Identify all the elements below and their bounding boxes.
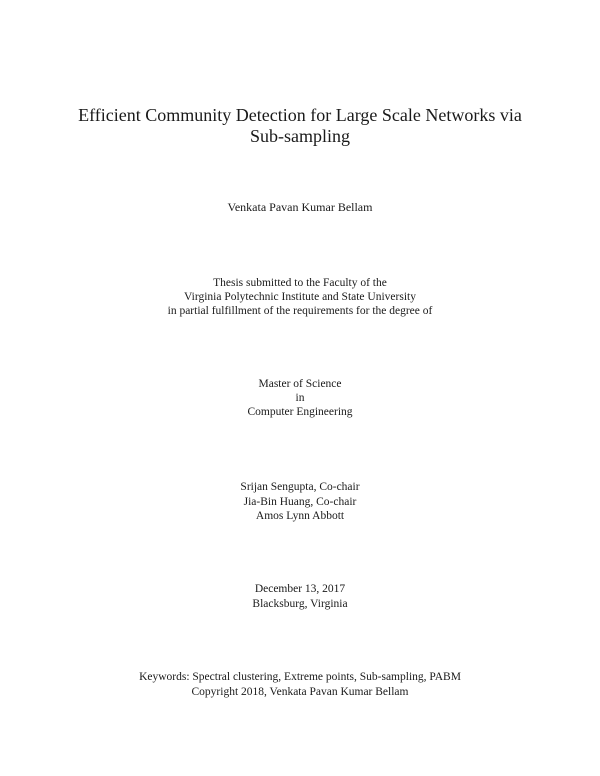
committee-member: Amos Lynn Abbott <box>255 510 345 522</box>
defense-date: December 13, 2017 <box>254 583 346 595</box>
date-and-place <box>60 582 540 611</box>
degree-connector: in <box>295 392 305 404</box>
submission-statement <box>60 276 540 318</box>
submission-line-2: Virginia Polytechnic Institute and State University <box>184 291 416 303</box>
defense-place: Blacksburg, Virginia <box>252 597 348 610</box>
author-name: Venkata Pavan Kumar Bellam <box>227 200 373 214</box>
submission-line-3: in partial fulfillment of the requirements for the degree of <box>167 305 433 317</box>
keywords-and-copyright <box>60 670 540 699</box>
thesis-title <box>60 105 540 147</box>
copyright: Copyright 2018, Venkata Pavan Kumar Bellam <box>191 685 409 698</box>
thesis-title-line-1: Efficient Community Detection for Large Scale Networks via <box>78 105 522 125</box>
degree-name: Master of Science <box>258 378 342 390</box>
thesis-title-line-2: Sub-sampling <box>249 126 350 146</box>
submission-line-1: Thesis submitted to the Faculty of the <box>213 277 387 289</box>
committee-member: Srijan Sengupta, Co-chair <box>240 481 360 493</box>
degree-field: Computer Engineering <box>247 406 353 418</box>
keywords: Keywords: Spectral clustering, Extreme points, Sub-sampling, PABM <box>139 671 461 683</box>
committee-list <box>60 480 540 524</box>
committee-member: Jia-Bin Huang, Co-chair <box>243 495 357 508</box>
degree-info <box>60 377 540 419</box>
